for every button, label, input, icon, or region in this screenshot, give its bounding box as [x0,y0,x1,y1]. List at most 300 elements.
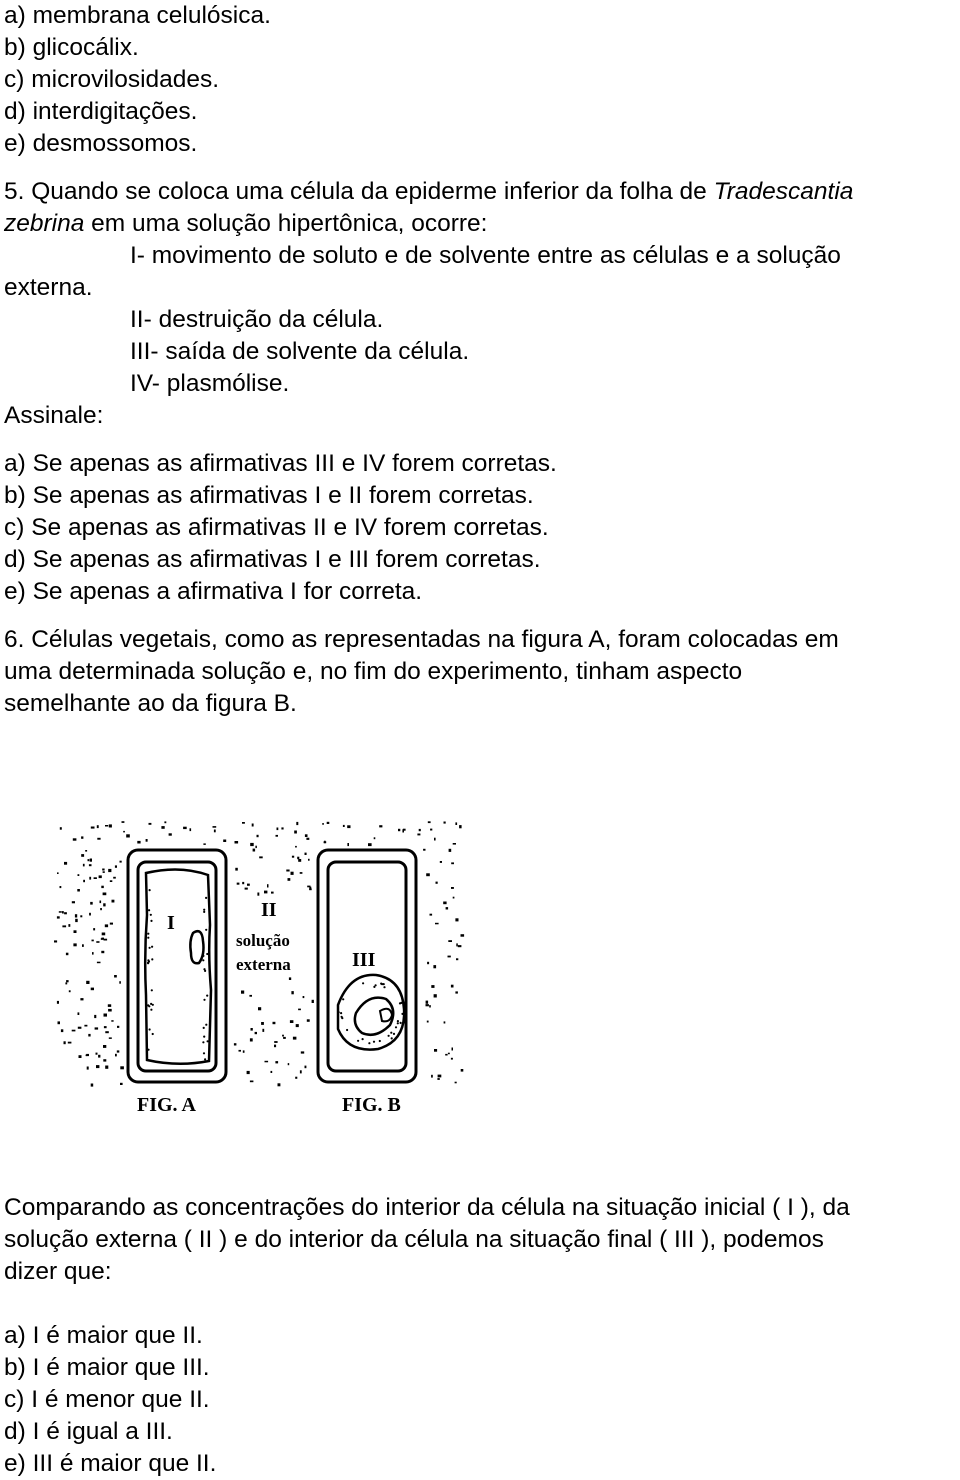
solution-dot [123,831,125,833]
solution-dot [434,1049,437,1052]
solution-dot [455,918,458,921]
solution-dot [445,1054,447,1056]
cell-figure-svg [50,815,470,1125]
solution-dot [308,859,310,861]
q5-intro-text-2: em uma solução hipertônica, ocorre: [84,210,488,237]
cytoplasm-dot [203,999,205,1001]
solution-dot [253,849,256,852]
solution-dot [448,1053,450,1055]
solution-dot [430,914,433,916]
solution-dot [448,940,452,942]
solution-dot [91,827,95,829]
solution-dot [434,838,436,841]
solution-dot [95,1027,99,1029]
solution-dot [274,1045,276,1048]
solution-dot [105,1031,109,1033]
solution-dot [305,834,308,837]
q6-question-line-1: Comparando as concentrações do interior da célula na situação inicial ( I ), da [4,1194,850,1221]
q4-option-e: e) desmossomos. [4,130,198,157]
cytoplasm-dot [403,1013,405,1015]
solution-dot [453,843,456,845]
solution-dot [379,825,382,827]
cytoplasm-dot [362,1038,364,1040]
solution-dot [190,828,192,831]
solution-dot [347,843,349,846]
solution-dot [435,923,439,925]
solution-dot [84,1025,87,1027]
solution-dot [452,1048,454,1051]
solution-dot [102,933,106,936]
solution-dot [89,913,91,916]
solution-dot [120,1066,124,1069]
solution-dot [458,945,462,947]
solution-dot [374,837,376,839]
q6-option-d: d) I é igual a III. [4,1418,173,1445]
solution-dot [271,1071,273,1073]
solution-dot [429,1005,431,1007]
q6-option-b: b) I é maior que III. [4,1354,210,1381]
solution-dot [257,893,259,896]
solution-dot [426,1004,429,1006]
solution-dot [235,841,239,844]
solution-dot [91,988,94,991]
solution-dot [126,834,130,837]
solution-dot [108,1009,112,1012]
solution-dot [437,1078,439,1080]
solution-dot [110,880,113,882]
cytoplasm-dot [151,946,153,948]
cytoplasm-dot [205,897,207,899]
cytoplasm-dot [381,983,383,985]
solution-dot [289,977,291,980]
solution-dot [459,825,462,828]
solution-dot [68,924,70,927]
solution-dot [402,829,404,832]
solution-dot [312,1000,314,1003]
cytoplasm-dot [202,959,204,961]
cytoplasm-dot [203,1052,205,1054]
solution-dot [73,943,76,946]
solution-dot [101,938,104,940]
q6-option-a: a) I é maior que II. [4,1322,203,1349]
solution-dot [72,1030,76,1032]
solution-dot [296,1024,299,1027]
cytoplasm-dot [150,1009,152,1011]
solution-dot [94,877,97,879]
solution-dot [257,835,259,837]
solution-dot [293,1037,297,1040]
label-solucao: solução [236,931,290,950]
solution-dot [54,940,57,942]
cytoplasm-dot [400,1002,402,1004]
solution-dot [103,1045,106,1048]
solution-dot [456,958,458,960]
solution-dot [74,930,77,933]
solution-dot [300,1070,302,1073]
solution-dot [103,903,105,906]
q6-intro-line-3: semelhante ao da figura B. [4,690,297,717]
solution-dot [137,841,140,844]
solution-dot [108,869,111,872]
solution-dot [278,1083,281,1086]
q6-intro-line-2: uma determinada solução e, no fim do experimento, tinham aspecto [4,658,743,685]
solution-dot [296,822,298,825]
cytoplasm-dot [202,1041,204,1043]
solution-dot [86,981,89,984]
solution-dot [255,1032,257,1034]
solution-dot [96,941,99,943]
solution-dot [428,821,431,823]
solution-dot [275,1061,278,1063]
solution-dot [66,980,69,982]
solution-dot [276,835,279,837]
solution-dot [213,826,217,828]
cytoplasm-dot [149,947,151,949]
cytoplasm-dot [149,889,151,891]
q4-option-c: c) microvilosidades. [4,66,220,93]
solution-dot [234,1043,237,1045]
solution-dot [83,880,85,882]
cytoplasm-dot [148,909,150,911]
solution-dot [78,1012,80,1015]
question-6-body [4,1192,956,1480]
solution-dot [433,965,436,968]
cytoplasm-dot [147,1049,149,1051]
q5-assinale: Assinale: [4,402,104,429]
solution-dot [79,1055,82,1058]
solution-dot [451,862,454,864]
solution-dot [146,839,148,842]
solution-dot [109,824,112,827]
cytoplasm-dot [373,986,375,988]
solution-dot [423,849,425,851]
cytoplasm-dot [357,1040,359,1042]
solution-dot [97,825,99,828]
q6-question-line-3: dizer que: [4,1258,112,1285]
q4-option-b: b) glicocálix. [4,34,139,61]
solution-dot [109,1037,112,1039]
q5-item-I-cont: externa. [4,274,93,301]
cytoplasm-dot [206,953,208,955]
solution-dot [92,952,94,955]
solution-dot [66,953,69,956]
solution-dot [290,1020,294,1023]
cytoplasm-dot [147,933,149,935]
cytoplasm-dot [147,937,149,939]
solution-dot [242,822,245,824]
solution-dot [436,882,438,884]
document-page [4,0,956,720]
cytoplasm-dot [151,989,153,991]
solution-dot [282,1035,284,1037]
solution-dot [419,829,421,831]
solution-dot [453,897,455,899]
cytoplasm-dot [204,970,206,972]
solution-dot [91,1084,94,1087]
solution-dot [62,911,64,913]
solution-dot [251,1028,253,1031]
solution-dot [427,1021,429,1023]
solution-dot [295,1077,297,1079]
solution-dot [398,829,400,831]
solution-dot [264,891,267,894]
solution-dot [444,1021,446,1023]
solution-dot [249,995,252,997]
solution-dot [455,1082,457,1084]
solution-dot [305,1066,307,1069]
cytoplasm-dot [205,929,207,931]
cytoplasm-dot [152,1004,154,1006]
solution-dot [461,934,465,937]
solution-dot [451,985,454,988]
solution-dot [243,1050,245,1052]
solution-dot [283,1037,286,1039]
solution-dot [265,1061,269,1063]
solution-dot [277,828,279,831]
solution-dot [446,907,449,909]
solution-dot [58,1021,61,1024]
q5-intro-text: 5. Quando se coloca uma célula da epiderme inferior da folha de [4,178,714,205]
solution-dot [267,884,269,887]
solution-dot [110,923,113,925]
solution-dot [115,865,117,867]
solution-dot [322,823,324,825]
solution-dot [164,821,166,823]
solution-dot [298,859,301,862]
solution-dot [239,1050,242,1052]
solution-dot [120,861,122,863]
solution-dot [237,883,240,885]
solution-dot [426,1001,429,1004]
cytoplasm-dot [340,1012,342,1014]
solution-dot [80,998,83,1000]
solution-dot [255,846,257,848]
solution-dot [100,908,102,910]
solution-dot [120,1083,123,1085]
cytoplasm-dot [368,1042,370,1044]
solution-dot [97,962,101,964]
solution-dot [223,840,226,843]
solution-dot [426,873,430,876]
solution-dot [80,915,82,917]
solution-dot [100,901,102,904]
cytoplasm-dot [393,1033,395,1035]
solution-dot [117,1050,120,1052]
solution-dot [347,825,350,828]
solution-dot [262,1029,264,1032]
cytoplasm-dot [150,914,152,916]
solution-dot [64,1041,66,1044]
solution-dot [68,1042,72,1044]
solution-dot [288,1063,290,1065]
solution-dot [250,843,254,846]
solution-dot [259,856,263,858]
cytoplasm-dot [342,998,344,1000]
solution-dot [72,901,75,903]
solution-dot [103,871,105,873]
q5-item-IV: IV- plasmólise. [130,370,290,397]
solution-dot [65,982,67,984]
solution-dot [101,886,104,888]
solution-dot [427,962,429,964]
cytoplasm-dot [397,1020,399,1022]
cytoplasm-dot [147,962,149,964]
solution-dot [455,991,458,993]
solution-dot [271,892,274,894]
solution-dot [250,1081,254,1083]
q6-intro-line-1: 6. Células vegetais, como as representadas na figura A, foram colocadas em [4,626,839,653]
solution-dot [430,829,432,831]
cytoplasm-dot [203,911,205,913]
cytoplasm-dot [373,1041,375,1043]
q5-item-III: III- saída de solvente da célula. [130,338,470,365]
solution-dot [183,827,187,829]
cytoplasm-dot [207,1040,209,1042]
cell-figure [50,815,470,1125]
solution-dot [241,991,244,994]
solution-dot [105,825,108,827]
question-6-intro [4,624,956,720]
solution-dot [252,824,254,827]
solution-dot [161,826,164,829]
solution-dot [57,916,60,918]
label-II: II [261,899,277,921]
q5-item-I: I- movimento de soluto e de solvente entre as células e a solução [130,242,841,269]
cytoplasm-dot [151,958,153,960]
solution-dot [59,911,62,913]
cytoplasm-dot [391,1037,393,1039]
solution-dot [455,822,457,825]
cytoplasm-dot [203,1036,205,1038]
q5-option-a: a) Se apenas as afirmativas III e IV forem corretas. [4,450,557,477]
solution-dot [449,849,452,852]
solution-dot [461,1069,464,1072]
solution-dot [274,1041,277,1043]
solution-dot [112,900,115,903]
cytoplasm-dot [346,1029,348,1031]
solution-dot [90,859,92,862]
cytoplasm-dot [395,1026,397,1028]
solution-dot [288,878,291,881]
solution-dot [443,902,446,905]
solution-dot [104,939,108,941]
solution-dot [60,827,62,830]
solution-dot [235,868,238,871]
solution-dot [102,869,104,871]
solution-dot [281,827,283,829]
cytoplasm-dot [147,1004,149,1006]
solution-dot [300,872,303,874]
q5-option-b: b) Se apenas as afirmativas I e II forem corretas. [4,482,534,509]
solution-dot [88,859,90,861]
solution-dot [81,836,83,838]
solution-dot [149,823,152,825]
solution-dot [417,834,420,836]
cytoplasm-dot [152,1033,154,1035]
solution-dot [108,1004,111,1007]
solution-dot [64,912,67,914]
solution-dot [434,994,437,997]
solution-dot [122,821,125,823]
solution-dot [295,846,297,848]
solution-dot [87,1067,89,1070]
solution-dot [451,1058,453,1060]
solution-dot [86,1055,88,1057]
solution-dot [98,1055,100,1058]
solution-dot [291,872,294,875]
solution-dot [307,1019,310,1022]
solution-dot [94,1015,96,1018]
solution-dot [261,1022,264,1025]
q6-option-c: c) I é menor que II. [4,1386,210,1413]
q6-question-line-2: solução externa ( II ) e do interior da célula na situação final ( III ), podemos [4,1226,824,1253]
solution-dot [368,843,372,846]
cytoplasm-dot [205,1024,207,1026]
solution-dot [88,1034,90,1037]
label-externa: externa [236,955,291,974]
cytoplasm-dot [338,1011,340,1013]
solution-dot [77,889,80,892]
q5-species-genus: Tradescantia [713,178,854,205]
solution-dot [83,864,85,867]
solution-dot [440,861,442,863]
solution-dot [113,877,116,879]
cytoplasm-dot [149,1028,151,1030]
solution-dot [57,872,59,874]
solution-dot [273,1022,276,1024]
label-III: III [352,949,376,971]
solution-dot [61,1029,63,1032]
solution-dot [81,854,84,857]
solution-dot [73,838,77,840]
solution-dot [286,870,289,872]
solution-dot [105,1066,108,1069]
solution-dot [103,1059,106,1061]
solution-dot [247,884,250,886]
q5-intro-line-2 [4,208,956,240]
solution-dot [115,1054,117,1057]
solution-dot [309,888,312,890]
solution-dot [247,1071,250,1074]
solution-dot [324,841,326,844]
solution-dot [105,924,108,927]
caption-fig-a: FIG. A [137,1094,196,1116]
solution-dot [258,1007,261,1010]
solution-dot [104,1014,108,1017]
solution-dot [97,838,100,840]
cytoplasm-dot [204,1058,206,1060]
solution-dot [444,822,446,824]
solution-dot [75,919,78,922]
solution-dot [111,1020,113,1022]
solution-dot [448,956,451,958]
solution-dot [93,928,95,930]
q5-item-II: II- destruição da célula. [130,306,384,333]
solution-dot [96,1053,98,1055]
solution-dot [245,888,248,890]
solution-dot [62,925,66,927]
cytoplasm-dot [150,920,152,922]
solution-dot [431,1075,433,1078]
solution-dot [438,1075,442,1078]
cytoplasm-dot [400,1022,402,1024]
solution-dot [456,943,458,946]
solution-dot [119,981,121,984]
solution-dot [306,838,309,840]
cytoplasm-dot [203,909,205,911]
solution-dot [294,831,297,834]
solution-dot [101,951,104,953]
